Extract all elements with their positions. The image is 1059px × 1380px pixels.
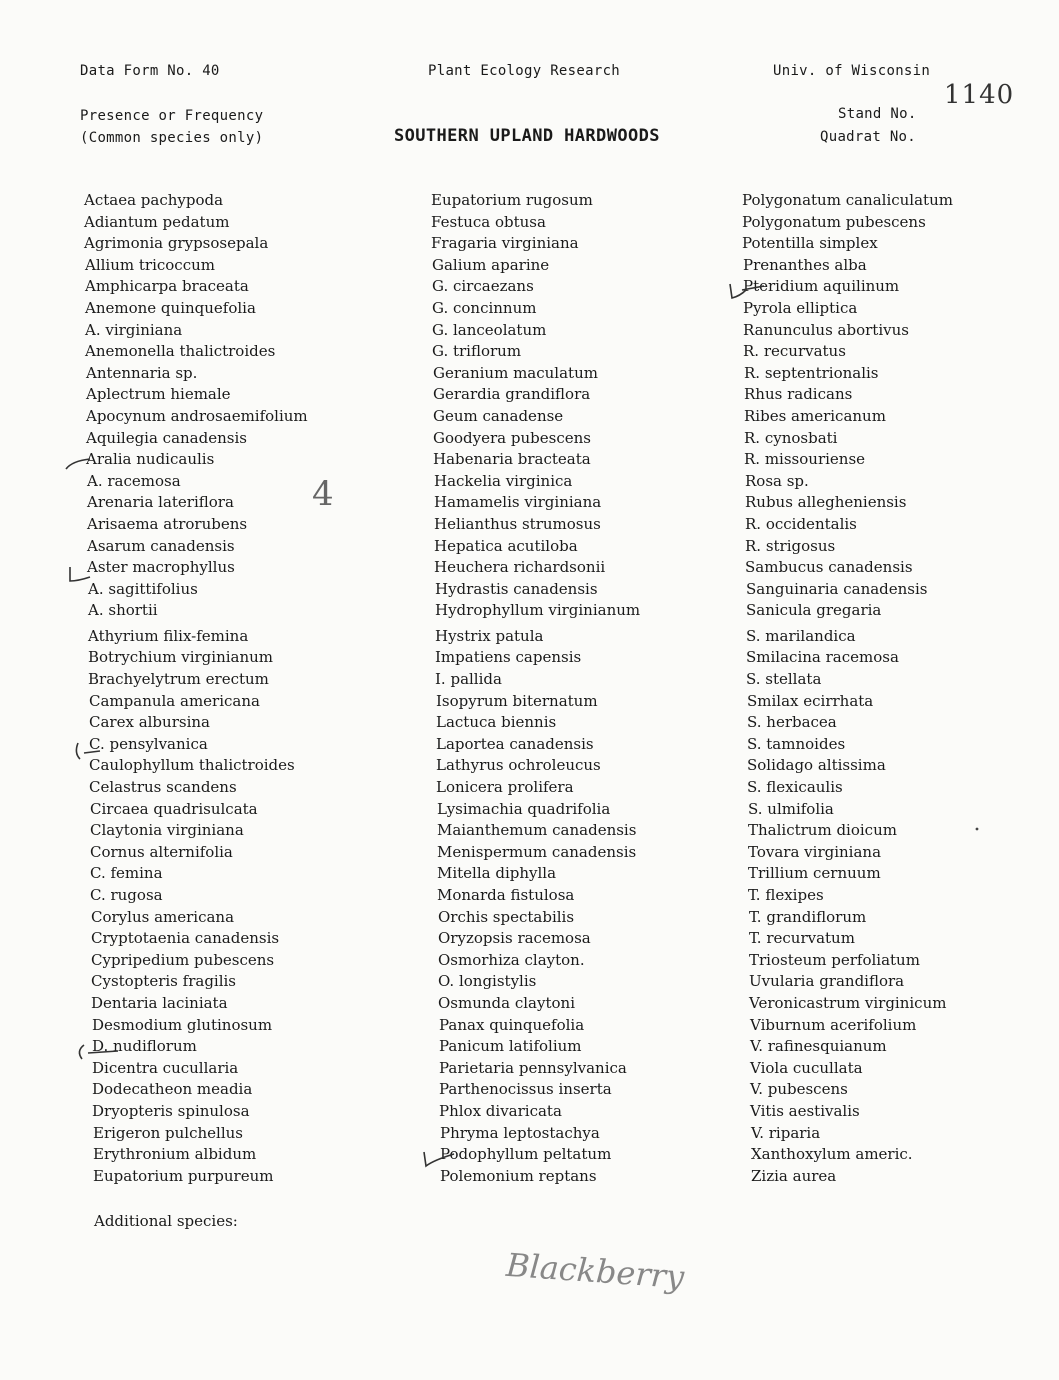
species-item: Cystopteris fragilis: [91, 972, 237, 991]
species-item: R. cynosbati: [744, 428, 838, 447]
species-item: Aplectrum hiemale: [86, 385, 231, 404]
species-item: Rhus radicans: [744, 385, 853, 404]
species-item: Gerardia grandiflora: [433, 385, 591, 404]
species-item: C. rugosa: [90, 886, 163, 904]
presence-label: Presence or Frequency: [80, 108, 264, 124]
species-item: Lysimachia quadrifolia: [437, 799, 611, 818]
species-item: Parietaria pennsylvanica: [439, 1058, 627, 1077]
species-item: Menispermum canadensis: [437, 842, 637, 861]
species-item: S. tamnoides: [747, 734, 846, 753]
species-item: G. lanceolatum: [432, 320, 547, 339]
species-item: Botrychium virginianum: [88, 648, 274, 667]
species-item: Eupatorium rugosum: [431, 191, 593, 209]
species-item: Habenaria bracteata: [433, 450, 591, 469]
species-item: Lathyrus ochroleucus: [436, 756, 601, 775]
species-item: Rubus allegheniensis: [745, 493, 907, 512]
species-item: Campanula americana: [89, 691, 260, 710]
check-mark-icon: [70, 739, 110, 765]
species-item: Carex albursina: [89, 713, 210, 732]
species-item: Athyrium filix-femina: [88, 626, 249, 645]
species-item: Panicum latifolium: [439, 1037, 582, 1056]
species-item: Osmorhiza clayton.: [438, 950, 585, 969]
species-item: Aster macrophyllus: [87, 558, 235, 577]
species-item: Maianthemum canadensis: [437, 821, 637, 840]
species-item: V. rafinesquianum: [750, 1037, 887, 1056]
species-item: Cryptotaenia canadensis: [91, 929, 280, 948]
species-item: Cypripedium pubescens: [91, 950, 275, 969]
species-item: Fragaria virginiana: [431, 234, 579, 253]
species-item: Smilacina racemosa: [746, 648, 899, 667]
species-item: Helianthus strumosus: [434, 514, 601, 533]
species-item: S. herbacea: [747, 713, 837, 732]
additional-species-label: Additional species:: [94, 1212, 238, 1230]
species-item: Dryopteris spinulosa: [92, 1101, 250, 1120]
species-item: Prenanthes alba: [743, 255, 867, 274]
species-item: S. marilandica: [746, 626, 856, 645]
species-item: Sanguinaria canadensis: [746, 579, 928, 598]
species-item: Erythronium albidum: [93, 1145, 257, 1164]
species-item: Orchis spectabilis: [438, 907, 575, 926]
species-item: G. circaezans: [432, 277, 534, 296]
species-item: Heuchera richardsonii: [434, 558, 606, 577]
species-item: Monarda fistulosa: [437, 886, 575, 904]
species-item: Tovara virginiana: [748, 842, 882, 861]
species-item: S. ulmifolia: [748, 799, 834, 818]
species-item: Potentilla simplex: [742, 234, 878, 253]
check-mark-icon: [726, 280, 766, 304]
species-item: Circaea quadrisulcata: [90, 799, 258, 818]
species-item: Hydrastis canadensis: [435, 579, 598, 598]
species-item: C. femina: [90, 864, 163, 883]
species-item: Sanicula gregaria: [746, 601, 882, 620]
species-item: Dentaria laciniata: [91, 993, 228, 1012]
species-item: Eupatorium purpureum: [93, 1166, 274, 1185]
species-item: Lactuca biennis: [436, 713, 557, 732]
species-item: Goodyera pubescens: [433, 428, 591, 447]
species-item: A. virginiana: [85, 320, 183, 339]
species-column-3: [742, 190, 953, 1187]
species-item: Erigeron pulchellus: [93, 1123, 243, 1142]
species-item: Apocynum androsaemifolium: [86, 406, 308, 425]
species-item: V. riparia: [751, 1123, 821, 1142]
species-item: Smilax ecirrhata: [747, 691, 874, 710]
species-item: Laportea canadensis: [436, 734, 594, 753]
species-item: V. pubescens: [750, 1080, 848, 1099]
species-item: Xanthoxylum americ.: [751, 1145, 913, 1164]
quadrat-number-label: Quadrat No.: [820, 129, 917, 145]
species-item: Desmodium glutinosum: [92, 1015, 273, 1034]
common-species-note: (Common species only): [80, 130, 264, 146]
species-item: Corylus americana: [91, 907, 235, 926]
species-item: R. occidentalis: [745, 514, 857, 533]
stand-number-value: 1140: [944, 80, 1015, 110]
species-item: Solidago altissima: [747, 756, 886, 775]
species-item: Thalictrum dioicum: [748, 821, 897, 840]
species-item: Ribes americanum: [744, 406, 886, 425]
species-item: G. triflorum: [432, 342, 522, 361]
species-item: R. strigosus: [745, 536, 836, 555]
species-item: Anemonella thalictroides: [85, 342, 276, 361]
species-item: Amphicarpa braceata: [85, 277, 249, 296]
species-item: Oryzopsis racemosa: [438, 929, 591, 948]
species-item: R. missouriense: [744, 450, 866, 469]
species-item: Hamamelis virginiana: [434, 493, 602, 512]
species-item: Mitella diphylla: [437, 864, 557, 883]
species-item: C. pensylvanica: [89, 734, 208, 753]
species-item: Pteridium aquilinum: [743, 277, 900, 296]
species-item: Anemone quinquefolia: [85, 298, 256, 317]
stray-dot: [974, 826, 980, 832]
species-item: Celastrus scandens: [89, 778, 237, 797]
species-item: Antennaria sp.: [86, 363, 198, 382]
species-column-1: [84, 190, 308, 1187]
species-item: Osmunda claytoni: [438, 993, 575, 1012]
species-item: R. recurvatus: [743, 342, 846, 361]
species-item: Phlox divaricata: [439, 1101, 562, 1120]
species-item: Caulophyllum thalictroides: [89, 756, 295, 775]
species-item: Cornus alternifolia: [90, 842, 233, 861]
species-item: O. longistylis: [438, 972, 537, 991]
species-item: Phryma leptostachya: [440, 1123, 600, 1142]
species-item: Brachyelytrum erectum: [88, 670, 269, 689]
species-item: Geum canadense: [433, 406, 564, 425]
species-item: Podophyllum peltatum: [440, 1145, 612, 1164]
stand-number-label: Stand No.: [838, 106, 917, 122]
species-item: Impatiens capensis: [435, 648, 582, 667]
species-item: Zizia aurea: [751, 1166, 837, 1185]
species-item: T. recurvatum: [749, 929, 855, 948]
form-number: Data Form No. 40: [80, 63, 220, 79]
species-item: Arenaria lateriflora: [87, 493, 234, 512]
species-item: Rosa sp.: [745, 471, 809, 490]
species-item: Vitis aestivalis: [750, 1101, 860, 1120]
species-item: Polygonatum canaliculatum: [742, 191, 953, 209]
species-item: Trillium cernuum: [748, 864, 881, 883]
species-item: S. flexicaulis: [747, 778, 843, 797]
species-item: T. grandiflorum: [749, 907, 867, 926]
species-item: Viburnum acerifolium: [750, 1015, 917, 1034]
species-item: Claytonia virginiana: [90, 821, 244, 840]
species-item: Dicentra cucullaria: [92, 1058, 239, 1077]
species-item: Aralia nudicaulis: [86, 450, 215, 469]
species-item: Ranunculus abortivus: [743, 320, 909, 339]
species-item: Actaea pachypoda: [84, 191, 224, 209]
species-item: Polemonium reptans: [440, 1166, 597, 1185]
research-heading: Plant Ecology Research: [428, 63, 621, 79]
species-item: Viola cucullata: [750, 1058, 863, 1077]
species-item: S. stellata: [746, 670, 822, 689]
species-item: Lonicera prolifera: [436, 778, 574, 797]
species-item: I. pallida: [435, 670, 502, 689]
species-item: A. sagittifolius: [88, 579, 198, 598]
check-mark-icon: [72, 1041, 122, 1065]
check-mark-icon: [418, 1148, 458, 1172]
species-item: A. racemosa: [87, 471, 181, 490]
species-item: Veronicastrum virginicum: [749, 993, 947, 1012]
species-item: G. concinnum: [432, 298, 537, 317]
species-item: D. nudiflorum: [92, 1037, 197, 1056]
species-item: Sambucus canadensis: [745, 558, 913, 577]
form-title: SOUTHERN UPLAND HARDWOODS: [394, 126, 660, 146]
species-item: Triosteum perfoliatum: [749, 950, 920, 969]
species-item: Hydrophyllum virginianum: [435, 601, 641, 620]
university-heading: Univ. of Wisconsin: [773, 63, 931, 79]
species-item: Parthenocissus inserta: [439, 1080, 612, 1099]
species-item: Aquilegia canadensis: [86, 428, 247, 447]
species-item: Dodecatheon meadia: [92, 1080, 253, 1099]
species-item: Polygonatum pubescens: [742, 212, 926, 231]
species-item: Festuca obtusa: [431, 212, 546, 231]
handwritten-additional-species: Blackberry: [504, 1245, 686, 1297]
species-item: A. shortii: [88, 601, 158, 620]
species-item: Galium aparine: [432, 255, 550, 274]
species-item: Agrimonia grypsosepala: [84, 234, 269, 253]
species-item: Arisaema atrorubens: [87, 514, 248, 533]
species-item: R. septentrionalis: [744, 363, 879, 382]
species-item: Hystrix patula: [435, 626, 544, 645]
check-mark-icon: [62, 455, 102, 475]
species-item: Adiantum pedatum: [84, 212, 230, 231]
species-item: Geranium maculatum: [433, 363, 598, 382]
species-item: T. flexipes: [748, 886, 824, 904]
species-item: Isopyrum biternatum: [436, 691, 598, 710]
handwritten-frequency: 4: [312, 474, 334, 514]
species-column-2: [431, 190, 640, 1187]
species-item: Uvularia grandiflora: [749, 972, 905, 991]
species-item: Pyrola elliptica: [743, 298, 858, 317]
species-item: Panax quinquefolia: [439, 1015, 585, 1034]
check-mark-icon: [62, 561, 102, 587]
species-item: Hackelia virginica: [434, 471, 573, 490]
species-item: Hepatica acutiloba: [434, 536, 578, 555]
species-item: Allium tricoccum: [85, 255, 215, 274]
species-item: Asarum canadensis: [87, 536, 235, 555]
